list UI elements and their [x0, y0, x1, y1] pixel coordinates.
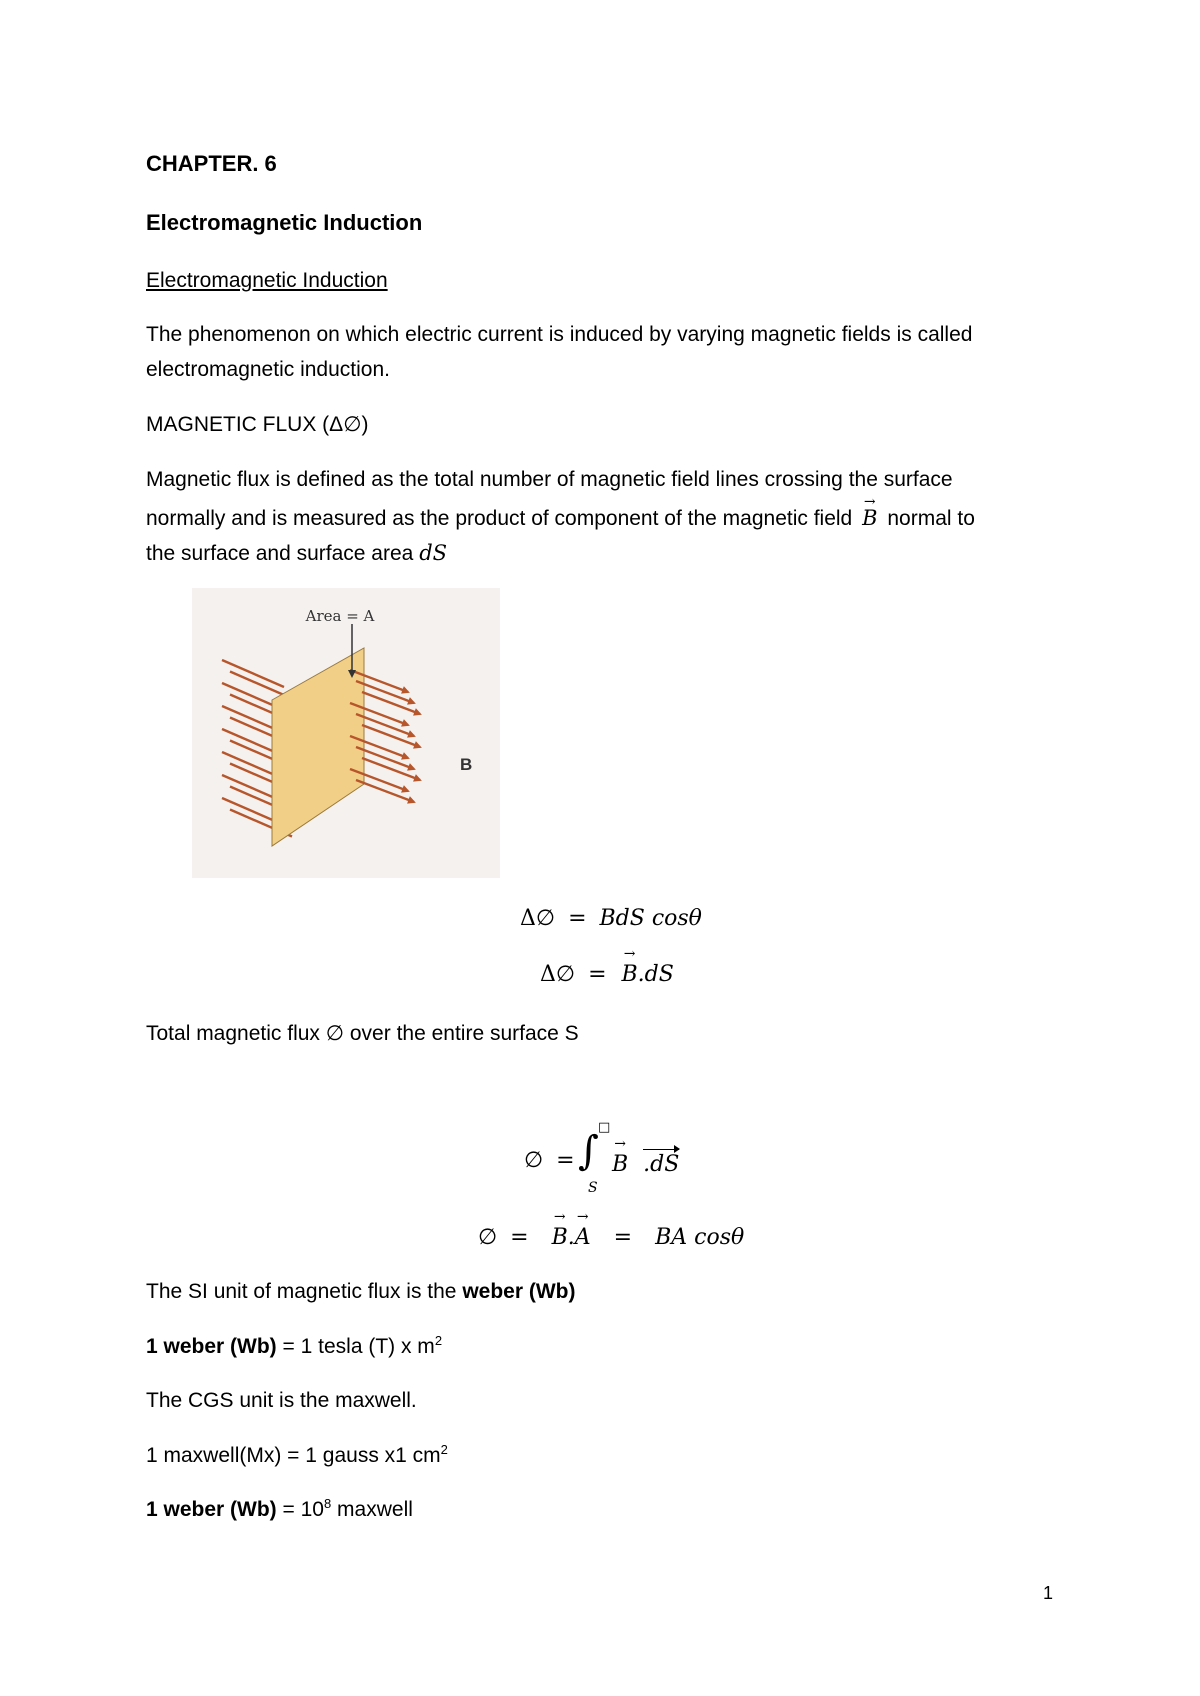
eq3-equals: =: [556, 1148, 575, 1173]
maxwell-definition: [146, 1443, 448, 1469]
integral-superscript-box: □: [598, 1120, 611, 1135]
flux-definition-line-3: [146, 540, 447, 567]
conversion-label: 1 weber (Wb): [146, 1498, 277, 1521]
flux-definition-line-1: Magnetic flux is defined as the total number of magnetic field lines crossing the surface: [146, 468, 953, 491]
surface-area-symbol: dS: [419, 541, 448, 565]
integral-subscript: S: [588, 1180, 598, 1196]
eq4-dot: .: [567, 1225, 575, 1250]
eq4-lhs: ∅: [478, 1225, 498, 1250]
conversion-equation: = 10: [276, 1498, 324, 1521]
weber-maxwell-conversion: [146, 1497, 413, 1523]
flux-definition-text-c: the surface and surface area: [146, 542, 414, 565]
maxwell-exponent: 2: [440, 1442, 448, 1457]
eq1-equals: =: [568, 906, 587, 931]
field-label: B: [460, 755, 473, 774]
flux-definition-text-b: normal to: [887, 507, 975, 530]
eq3-integrand: [612, 1152, 679, 1177]
eq3-lhs: ∅: [524, 1148, 544, 1173]
definition-line-1: The phenomenon on which electric current is induced by varying magnetic fields is called: [146, 323, 973, 346]
conversion-exponent: 8: [323, 1496, 332, 1511]
equation-2: [540, 962, 674, 987]
cgs-unit-line: The CGS unit is the maxwell.: [146, 1389, 417, 1412]
weber-exponent: 2: [434, 1333, 443, 1348]
flux-heading: MAGNETIC FLUX (Δ∅): [146, 413, 369, 436]
eq4-vector-a: → A: [575, 1225, 591, 1250]
weber-definition: [146, 1334, 442, 1360]
integral-sign: ∫: [578, 1128, 599, 1174]
page-number: 1: [1043, 1583, 1054, 1603]
area-label: Area = A: [305, 607, 375, 625]
flux-definition-text-a: normally and is measured as the product of component of the magnetic field: [146, 507, 853, 530]
maxwell-equation: 1 maxwell(Mx) = 1 gauss x1 cm: [146, 1444, 441, 1467]
eq4-vector-b: → B: [552, 1225, 568, 1250]
equation-1: [520, 906, 702, 931]
si-unit-line: [146, 1279, 576, 1305]
page-title: Electromagnetic Induction: [146, 210, 423, 235]
eq3-vector-ds: .dS: [643, 1152, 680, 1177]
eq3-vector-b: → B: [612, 1152, 628, 1177]
eq4-rhs: BA cosθ: [655, 1225, 745, 1250]
vector-b-symbol: → B: [862, 505, 877, 531]
total-flux-text: Total magnetic flux ∅ over the entire surface S: [146, 1022, 579, 1045]
chapter-label: CHAPTER. 6: [146, 151, 277, 176]
conversion-unit: maxwell: [331, 1498, 413, 1521]
eq4-equals-2: =: [613, 1225, 633, 1250]
weber-equation: = 1 tesla (T) x m: [276, 1335, 435, 1358]
eq2-lhs: Δ∅: [540, 962, 576, 987]
eq4-equals: =: [510, 1225, 529, 1250]
flux-definition-line-2: [146, 505, 975, 532]
eq2-equals: =: [588, 962, 607, 987]
si-unit-name: weber (Wb): [462, 1280, 576, 1303]
si-unit-text: The SI unit of magnetic flux is the: [146, 1280, 457, 1303]
eq2-rest: .dS: [637, 962, 674, 987]
eq1-lhs: Δ∅: [520, 906, 556, 931]
eq2-vector-b: → B: [622, 962, 638, 987]
definition-line-2: electromagnetic induction.: [146, 358, 390, 381]
flux-diagram: [192, 588, 500, 878]
equation-4: [478, 1225, 744, 1250]
section-heading: Electromagnetic Induction: [146, 269, 388, 292]
weber-label: 1 weber (Wb): [146, 1335, 277, 1358]
eq1-rhs: BdS cosθ: [599, 906, 702, 931]
equation-3: [524, 1148, 581, 1173]
